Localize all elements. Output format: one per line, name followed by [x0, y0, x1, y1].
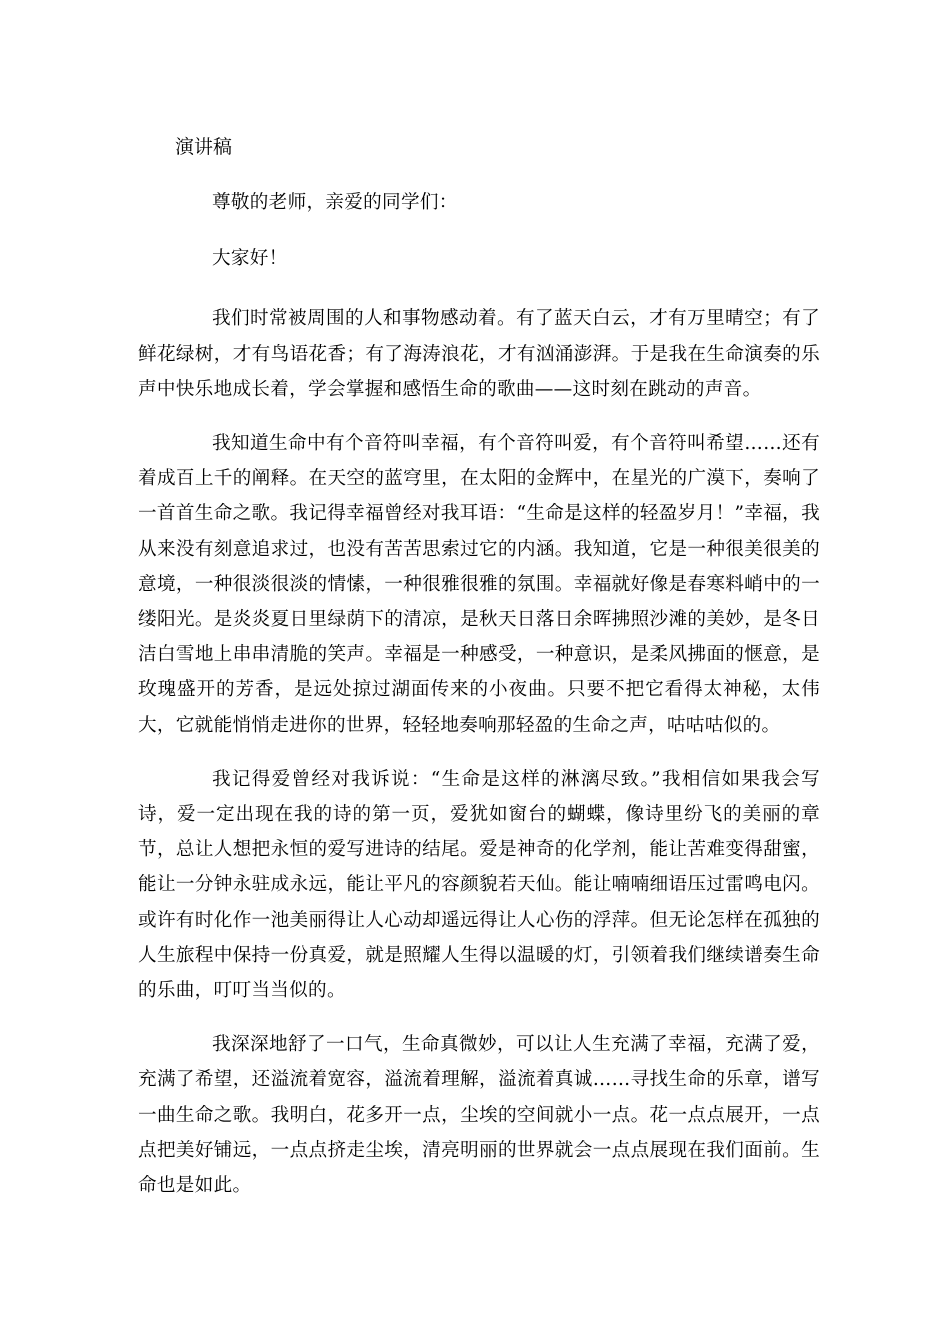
salutation: 尊敬的老师，亲爱的同学们：: [212, 192, 458, 213]
greeting: 大家好！: [212, 248, 288, 270]
paragraph-2: 我知道生命中有个音符叫幸福，有个音符叫爱，有个音符叫希望……还有着成百上千的阐释。在天空的蓝穹里，在太阳的金辉中，在星光的广漠下，奏响了一首首生命之歌。我记得幸福曾经对我耳语：“生命是这样的轻盈岁月！”幸福，我从来没有刻意追求过，也没有苦苦思索过它的内涵。我知道，它是一种很美很美的意境，一种很淡很淡的情愫，一种很雅很雅的氛围。幸福就好像是春寒料峭中的一缕阳光。是炎炎夏日里绿荫下的清凉，是秋天日落日余晖拂照沙滩的美妙，是冬日洁白雪地上串串清脆的笑声。幸福是一种感受，一种意识，是柔风拂面的惬意，是玫瑰盛开的芳香，是远处掠过湖面传来的小夜曲。只要不把它看得太神秘，太伟大，它就能悄悄走进你的世界，轻轻地奏响那轻盈的生命之声，咕咕咕似的。: [138, 433, 820, 736]
paragraph-3: 我记得爱曾经对我诉说：“生命是这样的淋漓尽致。”我相信如果我会写诗，爱一定出现在我的诗的第一页，爱犹如窗台的蝴蝶，像诗里纷飞的美丽的章节，总让人想把永恒的爱写进诗的结尾。爱是神奇的化学剂，能让苦难变得甜蜜，能让一分钟永驻成永远，能让平凡的容颜貌若天仙。能让喃喃细语压过雷鸣电闪。或许有时化作一池美丽得让人心动却遥远得让人心伤的浮萍。但无论怎样在孤独的人生旅程中保持一份真爱，就是照耀人生得以温暖的灯，引领着我们继续谱奏生命的乐曲，叮叮当当似的。: [138, 768, 820, 1002]
document-body: [138, 185, 820, 1222]
paragraph-1: 我们时常被周围的人和事物感动着。有了蓝天白云，才有万里晴空；有了鲜花绿树，才有鸟语花香；有了海涛浪花，才有汹涌澎湃。于是我在生命演奏的乐声中快乐地成长着，学会掌握和感悟生命的歌曲——这时刻在跳动的声音。: [138, 308, 820, 400]
paragraph-4: 我深深地舒了一口气，生命真微妙，可以让人生充满了幸福，充满了爱，充满了希望，还溢流着宽容，溢流着理解，溢流着真诚……寻找生命的乐章，谱写一曲生命之歌。我明白，花多开一点，尘埃的空间就小一点。花一点点展开，一点点把美好铺远，一点点挤走尘埃，清亮明丽的世界就会一点点展现在我们面前。生命也是如此。: [138, 1034, 820, 1197]
document-title: 演讲稿: [175, 136, 233, 158]
